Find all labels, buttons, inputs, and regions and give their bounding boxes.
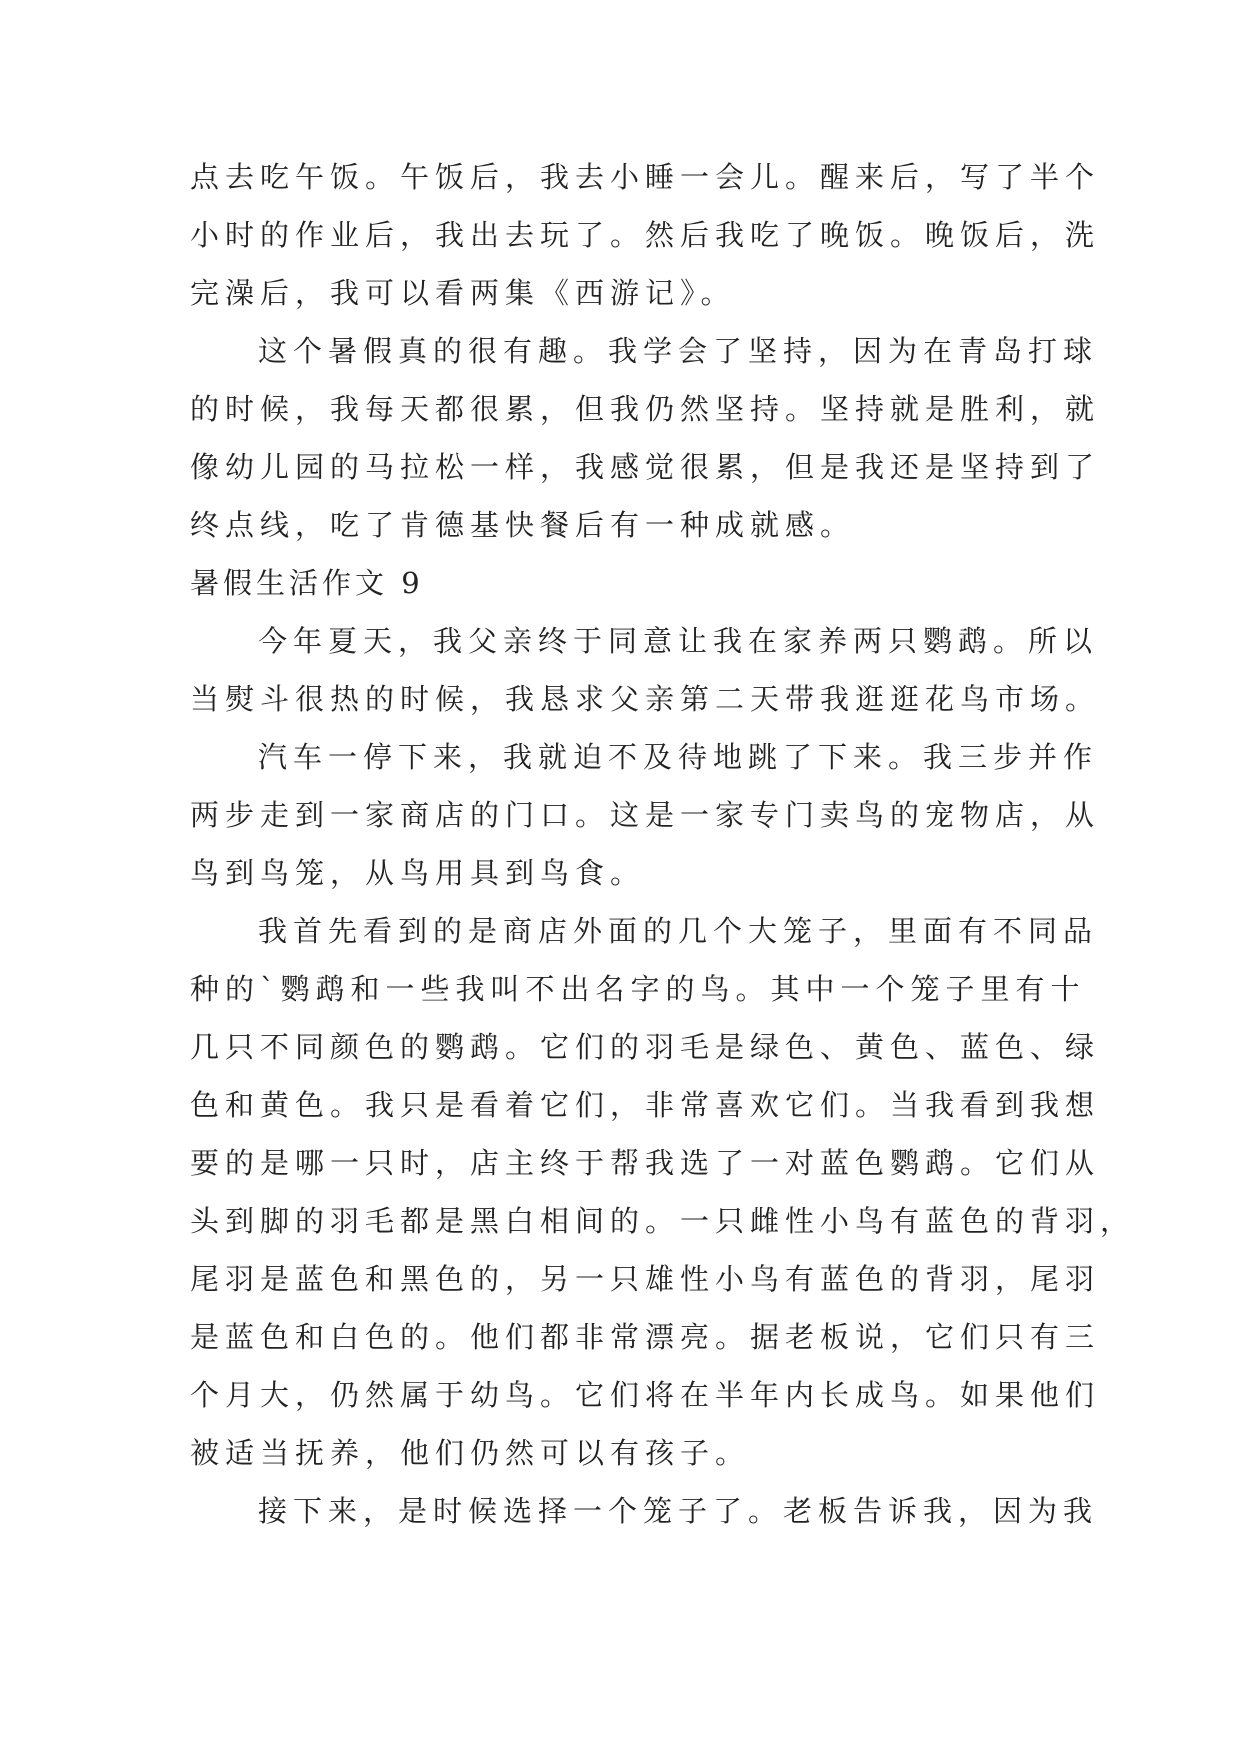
text-line: 几只不同颜色的鹦鹉。它们的羽毛是绿色、黄色、蓝色、绿 [190, 1030, 1101, 1064]
text-line: 头到脚的羽毛都是黑白相间的。一只雌性小鸟有蓝色的背羽， [190, 1204, 1136, 1238]
text-line: 当熨斗很热的时候，我恳求父亲第二天带我逛逛花鸟市场。 [190, 682, 1101, 716]
text-line: 像幼儿园的马拉松一样，我感觉很累，但是我还是坚持到了 [190, 450, 1101, 484]
text-line: 要的是哪一只时，店主终于帮我选了一对蓝色鹦鹉。它们从 [190, 1146, 1101, 1180]
text-line: 终点线，吃了肯德基快餐后有一种成就感。 [190, 508, 856, 542]
text-line: 被适当抚养，他们仍然可以有孩子。 [190, 1436, 751, 1470]
text-line: 小时的作业后，我出去玩了。然后我吃了晚饭。晚饭后，洗 [190, 218, 1101, 252]
text-line: 完澡后，我可以看两集《西游记》。 [190, 276, 736, 310]
paragraph-start-line: 今年夏天，我父亲终于同意让我在家养两只鹦鹉。所以 [258, 624, 1099, 658]
text-line: 点去吃午饭。午饭后，我去小睡一会儿。醒来后，写了半个 [190, 160, 1101, 194]
text-line: 尾羽是蓝色和黑色的，另一只雄性小鸟有蓝色的背羽，尾羽 [190, 1262, 1101, 1296]
paragraph-start-line: 这个暑假真的很有趣。我学会了坚持，因为在青岛打球 [258, 334, 1099, 368]
paragraph-start-line: 汽车一停下来，我就迫不及待地跳了下来。我三步并作 [258, 740, 1099, 774]
text-line: 色和黄色。我只是看着它们，非常喜欢它们。当我看到我想 [190, 1088, 1101, 1122]
text-line: 鸟到鸟笼，从鸟用具到鸟食。 [190, 856, 646, 890]
text-line: 两步走到一家商店的门口。这是一家专门卖鸟的宠物店，从 [190, 798, 1101, 832]
paragraph-start-line: 我首先看到的是商店外面的几个大笼子，里面有不同品 [258, 914, 1099, 948]
text-line: 的时候，我每天都很累，但我仍然坚持。坚持就是胜利，就 [190, 392, 1101, 426]
text-line: 是蓝色和白色的。他们都非常漂亮。据老板说，它们只有三 [190, 1320, 1101, 1354]
section-heading: 暑假生活作文 9 [190, 566, 424, 600]
text-line: 种的`鹦鹉和一些我叫不出名字的鸟。其中一个笼子里有十 [190, 972, 1086, 1006]
paragraph-start-line: 接下来，是时候选择一个笼子了。老板告诉我，因为我 [258, 1494, 1099, 1528]
document-page [190, 148, 1136, 1540]
text-line: 个月大，仍然属于幼鸟。它们将在半年内长成鸟。如果他们 [190, 1378, 1101, 1412]
